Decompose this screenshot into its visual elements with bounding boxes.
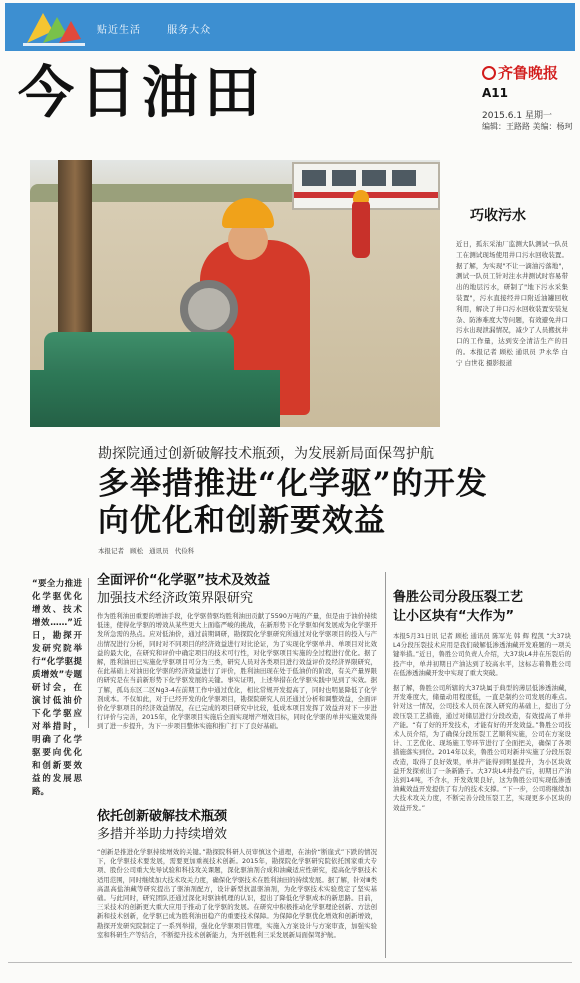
footer-rule bbox=[8, 962, 572, 963]
section-1-body: 作为胜利油田重要的增油手段，化学驱替驱均胜利油田贡献了5590万吨的产量，但是由于油价持续低迷，使得化学驱的增效从某些更大上面临严峻的挑战，在新形势下化学驱如何发展成为化学驱开发所急需的热点。应对低油价，通过前期调研，勘探院化学驱研究所通过对化学驱项目的投入与产出情况进行分析，同时对不同项目的经济效益进行对比论证，为了实现化学驱单井、单项目对比效益的最大化，在研究和评价中确定项目的技术可行性，对化学驱项目实施的全过程进行优化。据了解，胜利油田已实施化学驱项目可分为三类，研究人员对各类项目进行效益评价及经济界限研究，在此基础上对油田化学驱的经济效益进行了评价，胜利油田现在处于低油价的阶段，有关产量界限的研究是在当前新形势下化学驱发展的关键。事实证明，上述举措在化学驱实践中见到了实效。据了解，孤岛东区二区Ng3-4在前期工作中通过优化，相比常规开发提高了，同时也明显降低了化学剂成本。不仅如此，对于已经开发的化学驱项目，勘探院研究人员还通过分析和调整效益，全面评价化学驱项目的经济效益情况，在已完成的项目研究中比较，低成本项目发挥了效益并对下一步进行评价与完善，2015年，化学驱项目实施后全面实现增产增效目标，同时化学驱的单井实施效果得到了进一步提升，为下一步项目整体实施和推广打下了良好基础。 bbox=[97, 612, 377, 731]
news-photo bbox=[30, 160, 440, 427]
right-article-body: 据了解，鲁胜公司所辖的大37块属于典型的薄层低渗透油藏，开发难度大，储量动用程度低，一直是制约公司发展的难点。针对这一情况，公司技术人员在深入研究的基础上，提出了分段压裂工艺措施，通过对储层进行分段改造，有效提高了单井产能。“有了好的开发技术，才能有好的开发效益。”鲁胜公司技术人员介绍，为了确保分段压裂工艺顺利实施，公司在方案设计、工艺优化、现场施工等环节进行了全面把关，确保了各项措施落实到位。2014年以来，鲁胜公司对新井实施了分段压裂改造，取得了良好效果，单井产能得到明显提升，为小区块效益开发探索出了一条新路子。大37块L4井投产后，初期日产油达到14吨，不含水，开发效果良好，这为鲁胜公司实现低渗透油藏效益开发提供了有力的技术支撑。“下一步，公司将继续加大技术攻关力度，不断完善分段压裂工艺，实现更多小区块的效益开发。” bbox=[393, 684, 571, 812]
newspaper-brand bbox=[482, 62, 558, 83]
photo-worker-background bbox=[352, 200, 370, 258]
banner-slogan bbox=[97, 21, 233, 36]
right-article-lead: 本报5月31日讯 记者 顾松 通讯员 陈军光 韩 辉 程凯 “大37块L4分段压裂技术应用是我们破解低渗透油藏开发难题的一项关键举措。”近日，鲁胜公司负责人介绍，大37块L4井在压裂后的投产中，单井初期日产油达到了较高水平，这标志着鲁胜公司在低渗透油藏开发中实现了重大突破。 bbox=[393, 632, 571, 677]
section-2-body: “创新是推进化学驱持续增效的关键。”勘探院科研人员审慎这个道理，在油价“断崖式”下跌的情况下，化学驱技术要发展，需要更加重视技术创新。2015年，勘探院化学驱研究院依托国家重大专项、股份公司重大先导试验和科技攻关课题，深化驱油剂合成和油藏适应性研究，提高化学驱技术适用范围，同时继续加大技术攻关力度，确保化学驱技术在胜利油田的持续发展。据了解，针对Ⅲ类高温高盐油藏等研究提出了驱油剂配方，设计新型抗温驱油剂，为化学驱技术实验奠定了坚实基础。与此同时，研究团队还通过深化对驱油机理的认识，提出了降低化学驱成本的新思路。目前，三采技术的创新更大重大应用于推动了化学驱的发展。在研究中积极推动化学驱理论创新、方法创新和技术创新，化学驱已成为胜利油田稳产的重要技术保障。为保障化学驱优化增效和创新增效，勘探开发研究院制定了一系列举措，强化化学驱项目管理，实施入方案设计与方案审查，加强实验室和科研生产等结合，不断提升技术创新能力，为开创胜利三采发展新局面保驾护航。 bbox=[97, 848, 377, 939]
section-2-heading bbox=[97, 808, 227, 844]
photo-story-body: 近日，孤东采油厂监测大队测试一队员工在测试现场使用井口污水回收装置。据了解，为实现"不让一滴油污落地"，测试一队员工针对注水井测试时容易带出的地层污水，研制了"地下污水采集装置"，污水直接经井口附近油罐回收利用，解决了井口污水回收装置安装复杂、防渗难度大等问题，有效避免井口污水出现泄漏情况，减少了人员搬抗井口的工作量，达到安全清洁生产的目的。本报记者 顾松 通讯员 尹永华 白宁 白世花 摄影报道 bbox=[456, 240, 568, 367]
right-article-title bbox=[393, 588, 573, 626]
headline-line-2: 向优化和创新要效益 bbox=[98, 503, 386, 539]
top-banner bbox=[5, 3, 575, 51]
slogan-2: 服务大众 bbox=[167, 25, 212, 36]
photo-helmet-background bbox=[353, 190, 369, 202]
photo-wellhead-pipe bbox=[58, 160, 92, 335]
right-title-line-2: 让小区块有“大作为” bbox=[393, 609, 515, 624]
banner-logo-icon bbox=[23, 9, 85, 47]
section-1-line-1: 全面评价“化学驱”技术及效益 bbox=[97, 573, 271, 588]
section-1-line-2: 加强技术经济政策界限研究 bbox=[97, 591, 254, 606]
section-2-line-2: 多措并举助力持续增效 bbox=[97, 827, 228, 842]
issue-date: 2015.6.1 星期一 bbox=[482, 111, 552, 121]
page-number: A11 bbox=[482, 86, 508, 100]
editor-credit: 编辑：王路路 美编：杨珂 bbox=[482, 122, 573, 131]
column-divider bbox=[88, 578, 89, 728]
section-2-line-1: 依托创新破解技术瓶颈 bbox=[97, 809, 228, 824]
photo-valve-wheel bbox=[180, 280, 238, 338]
lead-quote: “要全力推进化学驱优化增效、技术增效……”近日，勘探开发研究院举行“化学驱提质增效”专题研讨会，在演讨低油价下化学驱应对举措时，明确了化学驱要向优化和创新要效益的发展思路。 bbox=[32, 579, 82, 797]
right-title-line-1: 鲁胜公司分段压裂工艺 bbox=[393, 590, 524, 605]
slogan-1: 贴近生活 bbox=[97, 25, 141, 36]
brand-circle-icon bbox=[482, 66, 496, 80]
article-divider bbox=[385, 572, 386, 958]
article-byline: 本报记者 顾松 通讯员 代俭科 bbox=[98, 547, 195, 555]
photo-valve-base bbox=[30, 370, 280, 427]
section-1-heading bbox=[97, 572, 270, 608]
brand-name: 齐鲁晚报 bbox=[498, 64, 559, 82]
photo-story-title: 巧收污水 bbox=[470, 208, 526, 224]
article-headline bbox=[98, 466, 538, 540]
article-kicker: 勘探院通过创新破解技术瓶颈，为发展新局面保驾护航 bbox=[98, 446, 434, 462]
section-title: 今日油田 bbox=[18, 60, 266, 126]
headline-line-1: 多举措推进“化学驱”的开发 bbox=[98, 466, 488, 502]
